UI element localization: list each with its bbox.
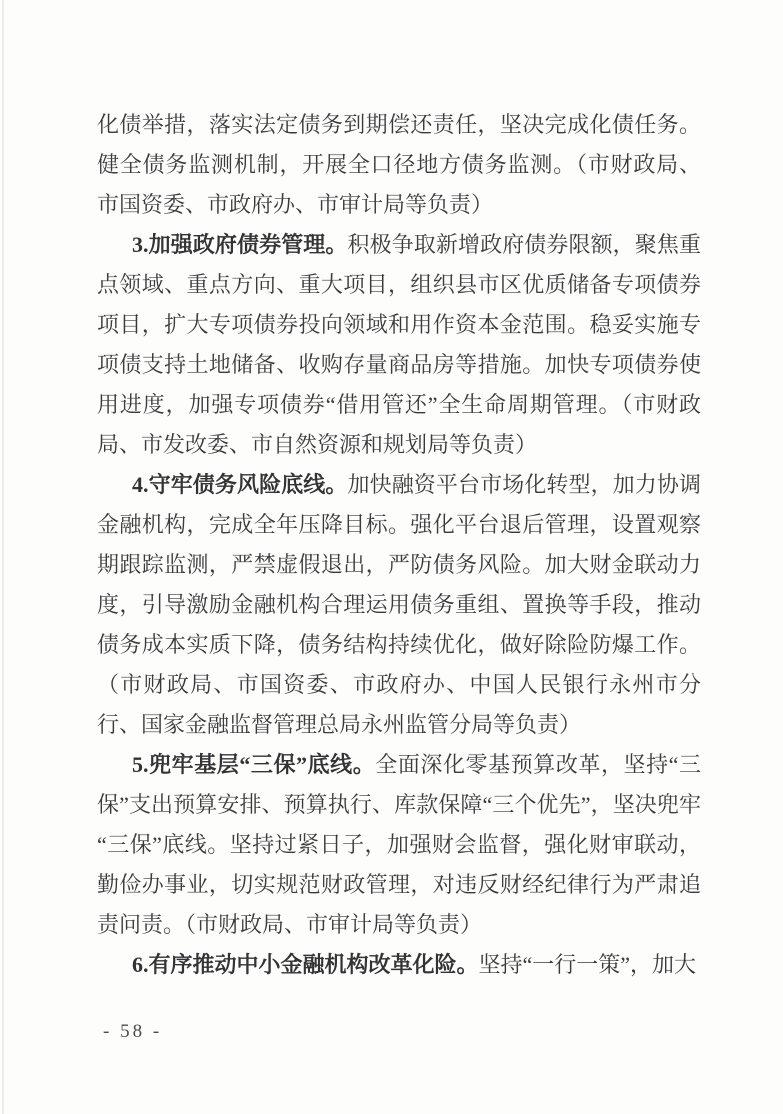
- paragraph-item-3: [97, 225, 701, 465]
- paragraph-item-5: [97, 745, 701, 945]
- text-block: [97, 105, 701, 985]
- paragraph-continuation: [97, 105, 701, 225]
- paragraph-text: 化债举措，落实法定债务到期偿还责任，坚决完成化债任务。健全债务监测机制，开展全口径地方债务监测。（市财政局、市国资委、市政府办、市审计局等负责）: [97, 112, 701, 217]
- paragraph-text: 坚持“一行一策”，加大: [478, 952, 697, 977]
- paragraph-lead: 4.守牢债务风险底线。: [132, 472, 348, 497]
- paragraph-text: 积极争取新增政府债券限额，聚焦重点领域、重点方向、重大项目，组织县市区优质储备专项债券项目，扩大专项债券投向领域和用作资本金范围。稳妥实施专项债支持土地储备、收购存量商品房等措施。加快专项债券使用进度，加强专项债券“借用管还”全生命周期管理。（市财政局、市发改委、市自然资源和规划局等负责）: [97, 232, 701, 457]
- scan-edge-artifact: [2, 0, 4, 1114]
- paragraph-lead: 5.兜牢基层“三保”底线。: [132, 752, 376, 777]
- paragraph-lead: 3.加强政府债券管理。: [132, 232, 348, 257]
- paragraph-text: 加快融资平台市场化转型，加力协调金融机构，完成全年压降目标。强化平台退后管理，设置观察期跟踪监测，严禁虚假退出，严防债务风险。加大财金联动力度，引导激励金融机构合理运用债务重组、置换等手段，推动债务成本实质下降，债务结构持续优化，做好除险防爆工作。（市财政局、市国资委、市政府办、中国人民银行永州市分行、国家金融监督管理总局永州监管分局等负责）: [97, 472, 701, 737]
- paragraph-item-6: [97, 945, 701, 985]
- paragraph-lead: 6.有序推动中小金融机构改革化险。: [132, 952, 479, 977]
- page-number: - 58 -: [103, 1021, 163, 1042]
- paragraph-item-4: [97, 465, 701, 745]
- paragraph-text: 全面深化零基预算改革，坚持“三保”支出预算安排、预算执行、库款保障“三个优先”，坚决兜牢“三保”底线。坚持过紧日子，加强财会监督，强化财审联动，勤俭办事业，切实规范财政管理，对违反财经纪律行为严肃追责问责。（市财政局、市审计局等负责）: [97, 752, 701, 937]
